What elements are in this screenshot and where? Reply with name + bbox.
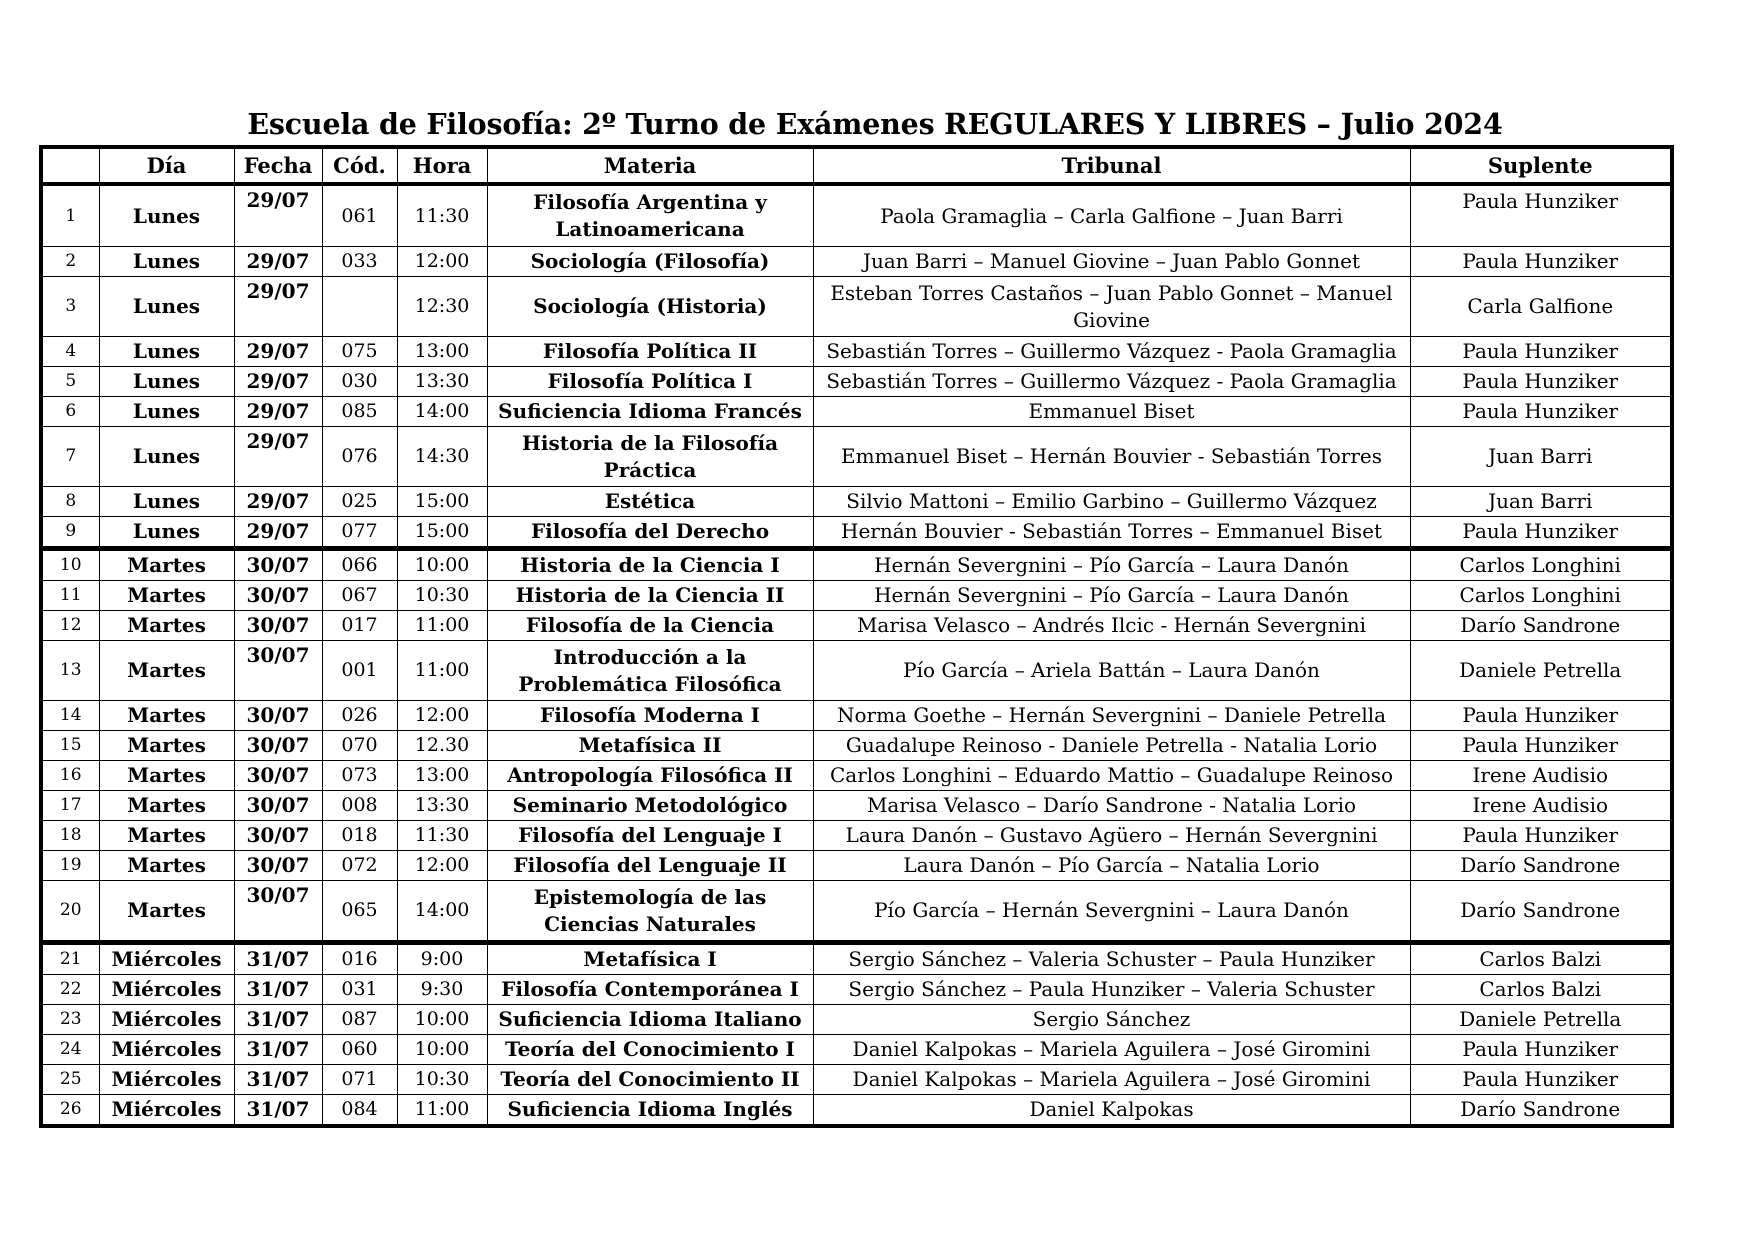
cell-tribunal: Sergio Sánchez	[813, 1005, 1410, 1035]
cell-suplente: Irene Audisio	[1410, 791, 1672, 821]
cell-cod: 016	[322, 943, 397, 975]
cell-fecha: 29/07	[234, 517, 322, 549]
cell-materia: Estética	[487, 487, 813, 517]
cell-dia: Miércoles	[99, 1095, 234, 1127]
table-row	[41, 277, 1672, 337]
cell-cod: 073	[322, 761, 397, 791]
cell-number: 1	[41, 184, 99, 247]
cell-hora: 10:30	[397, 581, 487, 611]
cell-dia: Martes	[99, 851, 234, 881]
cell-tribunal: Laura Danón – Gustavo Agüero – Hernán Severgnini	[813, 821, 1410, 851]
cell-tribunal: Emmanuel Biset	[813, 397, 1410, 427]
cell-dia: Martes	[99, 581, 234, 611]
cell-hora: 15:00	[397, 517, 487, 549]
cell-cod: 018	[322, 821, 397, 851]
cell-materia: Filosofía del Derecho	[487, 517, 813, 549]
cell-materia: Historia de la Filosofía Práctica	[487, 427, 813, 487]
cell-number: 6	[41, 397, 99, 427]
cell-number: 22	[41, 975, 99, 1005]
cell-number: 24	[41, 1035, 99, 1065]
cell-suplente: Darío Sandrone	[1410, 881, 1672, 943]
cell-tribunal: Daniel Kalpokas – Mariela Aguilera – José Giromini	[813, 1065, 1410, 1095]
cell-materia: Filosofía Contemporánea I	[487, 975, 813, 1005]
column-header-suplente: Suplente	[1410, 147, 1672, 184]
cell-suplente: Carlos Balzi	[1410, 975, 1672, 1005]
cell-number: 19	[41, 851, 99, 881]
cell-fecha: 29/07	[234, 367, 322, 397]
cell-fecha: 30/07	[234, 641, 322, 701]
cell-fecha: 31/07	[234, 1035, 322, 1065]
cell-number: 15	[41, 731, 99, 761]
cell-dia: Lunes	[99, 367, 234, 397]
cell-dia: Miércoles	[99, 1005, 234, 1035]
cell-number: 5	[41, 367, 99, 397]
cell-fecha: 29/07	[234, 277, 322, 337]
cell-tribunal: Hernán Bouvier - Sebastián Torres – Emmanuel Biset	[813, 517, 1410, 549]
cell-cod: 085	[322, 397, 397, 427]
cell-fecha: 29/07	[234, 397, 322, 427]
cell-suplente: Paula Hunziker	[1410, 184, 1672, 247]
table-row	[41, 549, 1672, 581]
cell-suplente: Paula Hunziker	[1410, 701, 1672, 731]
cell-hora: 12:00	[397, 851, 487, 881]
cell-fecha: 31/07	[234, 1095, 322, 1127]
cell-number: 13	[41, 641, 99, 701]
cell-cod: 087	[322, 1005, 397, 1035]
cell-number: 2	[41, 247, 99, 277]
cell-tribunal: Hernán Severgnini – Pío García – Laura Danón	[813, 549, 1410, 581]
cell-suplente: Darío Sandrone	[1410, 851, 1672, 881]
cell-number: 26	[41, 1095, 99, 1127]
cell-dia: Martes	[99, 611, 234, 641]
cell-tribunal: Sergio Sánchez – Paula Hunziker – Valeria Schuster	[813, 975, 1410, 1005]
cell-materia: Filosofía del Lenguaje II	[487, 851, 813, 881]
cell-dia: Martes	[99, 821, 234, 851]
cell-dia: Martes	[99, 641, 234, 701]
cell-dia: Martes	[99, 791, 234, 821]
cell-suplente: Darío Sandrone	[1410, 1095, 1672, 1127]
cell-tribunal: Daniel Kalpokas – Mariela Aguilera – José Giromini	[813, 1035, 1410, 1065]
cell-cod	[322, 277, 397, 337]
cell-hora: 10:00	[397, 549, 487, 581]
cell-dia: Lunes	[99, 397, 234, 427]
cell-hora: 12:00	[397, 701, 487, 731]
cell-tribunal: Pío García – Ariela Battán – Laura Danón	[813, 641, 1410, 701]
cell-cod: 031	[322, 975, 397, 1005]
cell-number: 14	[41, 701, 99, 731]
table-row	[41, 487, 1672, 517]
cell-materia: Teoría del Conocimiento I	[487, 1035, 813, 1065]
cell-cod: 072	[322, 851, 397, 881]
cell-suplente: Paula Hunziker	[1410, 731, 1672, 761]
cell-materia: Filosofía del Lenguaje I	[487, 821, 813, 851]
cell-cod: 071	[322, 1065, 397, 1095]
cell-dia: Lunes	[99, 487, 234, 517]
cell-tribunal: Laura Danón – Pío García – Natalia Lorio	[813, 851, 1410, 881]
cell-fecha: 31/07	[234, 975, 322, 1005]
cell-hora: 13:00	[397, 761, 487, 791]
cell-fecha: 30/07	[234, 701, 322, 731]
cell-suplente: Paula Hunziker	[1410, 821, 1672, 851]
table-row	[41, 731, 1672, 761]
cell-cod: 065	[322, 881, 397, 943]
cell-number: 17	[41, 791, 99, 821]
cell-fecha: 29/07	[234, 427, 322, 487]
table-row	[41, 337, 1672, 367]
cell-materia: Filosofía de la Ciencia	[487, 611, 813, 641]
table-row	[41, 427, 1672, 487]
cell-hora: 14:30	[397, 427, 487, 487]
cell-fecha: 29/07	[234, 487, 322, 517]
cell-suplente: Paula Hunziker	[1410, 1065, 1672, 1095]
cell-hora: 10:00	[397, 1005, 487, 1035]
cell-number: 3	[41, 277, 99, 337]
cell-fecha: 31/07	[234, 1065, 322, 1095]
cell-hora: 13:00	[397, 337, 487, 367]
cell-fecha: 29/07	[234, 247, 322, 277]
cell-dia: Lunes	[99, 184, 234, 247]
cell-tribunal: Sebastián Torres – Guillermo Vázquez - Paola Gramaglia	[813, 337, 1410, 367]
cell-cod: 066	[322, 549, 397, 581]
cell-dia: Miércoles	[99, 1065, 234, 1095]
cell-dia: Lunes	[99, 427, 234, 487]
cell-hora: 15:00	[397, 487, 487, 517]
cell-cod: 084	[322, 1095, 397, 1127]
cell-tribunal: Guadalupe Reinoso - Daniele Petrella - Natalia Lorio	[813, 731, 1410, 761]
cell-suplente: Paula Hunziker	[1410, 397, 1672, 427]
cell-materia: Introducción a la Problemática Filosófica	[487, 641, 813, 701]
cell-hora: 12.30	[397, 731, 487, 761]
cell-suplente: Carla Galfione	[1410, 277, 1672, 337]
cell-suplente: Daniele Petrella	[1410, 641, 1672, 701]
column-header-fecha: Fecha	[234, 147, 322, 184]
cell-number: 21	[41, 943, 99, 975]
table-row	[41, 761, 1672, 791]
cell-hora: 9:00	[397, 943, 487, 975]
cell-hora: 12:30	[397, 277, 487, 337]
column-header-dia: Día	[99, 147, 234, 184]
cell-suplente: Paula Hunziker	[1410, 247, 1672, 277]
cell-materia: Teoría del Conocimiento II	[487, 1065, 813, 1095]
cell-tribunal: Sergio Sánchez – Valeria Schuster – Paula Hunziker	[813, 943, 1410, 975]
cell-hora: 11:30	[397, 821, 487, 851]
cell-cod: 075	[322, 337, 397, 367]
cell-number: 9	[41, 517, 99, 549]
cell-hora: 13:30	[397, 367, 487, 397]
cell-dia: Martes	[99, 549, 234, 581]
cell-materia: Suficiencia Idioma Italiano	[487, 1005, 813, 1035]
cell-hora: 14:00	[397, 397, 487, 427]
cell-number: 18	[41, 821, 99, 851]
cell-fecha: 30/07	[234, 881, 322, 943]
cell-number: 4	[41, 337, 99, 367]
cell-number: 16	[41, 761, 99, 791]
cell-tribunal: Sebastián Torres – Guillermo Vázquez - Paola Gramaglia	[813, 367, 1410, 397]
cell-tribunal: Paola Gramaglia – Carla Galfione – Juan Barri	[813, 184, 1410, 247]
cell-suplente: Paula Hunziker	[1410, 1035, 1672, 1065]
table-row	[41, 1035, 1672, 1065]
table-row	[41, 247, 1672, 277]
cell-number: 23	[41, 1005, 99, 1035]
cell-hora: 14:00	[397, 881, 487, 943]
cell-fecha: 30/07	[234, 761, 322, 791]
cell-hora: 13:30	[397, 791, 487, 821]
cell-tribunal: Marisa Velasco – Andrés Ilcic - Hernán Severgnini	[813, 611, 1410, 641]
cell-materia: Epistemología de las Ciencias Naturales	[487, 881, 813, 943]
cell-materia: Metafísica II	[487, 731, 813, 761]
cell-dia: Lunes	[99, 517, 234, 549]
cell-dia: Miércoles	[99, 975, 234, 1005]
cell-fecha: 30/07	[234, 731, 322, 761]
cell-cod: 025	[322, 487, 397, 517]
table-row	[41, 581, 1672, 611]
column-header-tribunal: Tribunal	[813, 147, 1410, 184]
cell-fecha: 29/07	[234, 184, 322, 247]
cell-fecha: 29/07	[234, 337, 322, 367]
cell-materia: Sociología (Historia)	[487, 277, 813, 337]
table-row	[41, 821, 1672, 851]
cell-cod: 033	[322, 247, 397, 277]
cell-dia: Lunes	[99, 247, 234, 277]
cell-suplente: Paula Hunziker	[1410, 337, 1672, 367]
column-header-number	[41, 147, 99, 184]
table-row	[41, 1005, 1672, 1035]
cell-materia: Historia de la Ciencia I	[487, 549, 813, 581]
cell-cod: 008	[322, 791, 397, 821]
cell-materia: Filosofía Argentina y Latinoamericana	[487, 184, 813, 247]
cell-cod: 077	[322, 517, 397, 549]
cell-number: 11	[41, 581, 99, 611]
cell-fecha: 30/07	[234, 581, 322, 611]
cell-suplente: Carlos Longhini	[1410, 549, 1672, 581]
cell-dia: Lunes	[99, 337, 234, 367]
table-row	[41, 184, 1672, 247]
cell-tribunal: Hernán Severgnini – Pío García – Laura Danón	[813, 581, 1410, 611]
cell-hora: 11:00	[397, 611, 487, 641]
cell-suplente: Paula Hunziker	[1410, 517, 1672, 549]
cell-tribunal: Juan Barri – Manuel Giovine – Juan Pablo Gonnet	[813, 247, 1410, 277]
cell-suplente: Juan Barri	[1410, 487, 1672, 517]
cell-suplente: Carlos Balzi	[1410, 943, 1672, 975]
cell-cod: 030	[322, 367, 397, 397]
cell-fecha: 30/07	[234, 821, 322, 851]
cell-materia: Historia de la Ciencia II	[487, 581, 813, 611]
cell-materia: Filosofía Política II	[487, 337, 813, 367]
cell-materia: Antropología Filosófica II	[487, 761, 813, 791]
header-row	[41, 147, 1672, 184]
cell-hora: 11:00	[397, 641, 487, 701]
cell-hora: 11:00	[397, 1095, 487, 1127]
cell-materia: Seminario Metodológico	[487, 791, 813, 821]
cell-cod: 067	[322, 581, 397, 611]
cell-fecha: 30/07	[234, 611, 322, 641]
cell-materia: Filosofía Moderna I	[487, 701, 813, 731]
table-row	[41, 975, 1672, 1005]
cell-fecha: 30/07	[234, 851, 322, 881]
cell-materia: Filosofía Política I	[487, 367, 813, 397]
table-row	[41, 1065, 1672, 1095]
table-row	[41, 881, 1672, 943]
table-row	[41, 851, 1672, 881]
table-row	[41, 791, 1672, 821]
cell-tribunal: Pío García – Hernán Severgnini – Laura Danón	[813, 881, 1410, 943]
cell-fecha: 30/07	[234, 549, 322, 581]
cell-cod: 001	[322, 641, 397, 701]
cell-suplente: Darío Sandrone	[1410, 611, 1672, 641]
table-row	[41, 943, 1672, 975]
cell-materia: Suficiencia Idioma Francés	[487, 397, 813, 427]
table-row	[41, 517, 1672, 549]
cell-hora: 10:30	[397, 1065, 487, 1095]
cell-fecha: 31/07	[234, 1005, 322, 1035]
table-row	[41, 367, 1672, 397]
table-row	[41, 611, 1672, 641]
cell-fecha: 31/07	[234, 943, 322, 975]
cell-tribunal: Emmanuel Biset – Hernán Bouvier - Sebastián Torres	[813, 427, 1410, 487]
table-row	[41, 701, 1672, 731]
cell-suplente: Irene Audisio	[1410, 761, 1672, 791]
cell-suplente: Paula Hunziker	[1410, 367, 1672, 397]
cell-number: 10	[41, 549, 99, 581]
page-title: Escuela de Filosofía: 2º Turno de Exámenes REGULARES Y LIBRES – Julio 2024	[247, 107, 1503, 141]
cell-tribunal: Daniel Kalpokas	[813, 1095, 1410, 1127]
table-body	[41, 184, 1672, 1126]
table-row	[41, 1095, 1672, 1127]
cell-tribunal: Marisa Velasco – Darío Sandrone - Natalia Lorio	[813, 791, 1410, 821]
column-header-materia: Materia	[487, 147, 813, 184]
cell-number: 8	[41, 487, 99, 517]
cell-cod: 060	[322, 1035, 397, 1065]
cell-cod: 017	[322, 611, 397, 641]
cell-hora: 11:30	[397, 184, 487, 247]
cell-materia: Suficiencia Idioma Inglés	[487, 1095, 813, 1127]
cell-suplente: Daniele Petrella	[1410, 1005, 1672, 1035]
cell-dia: Lunes	[99, 277, 234, 337]
cell-dia: Martes	[99, 761, 234, 791]
cell-number: 25	[41, 1065, 99, 1095]
column-header-hora: Hora	[397, 147, 487, 184]
cell-fecha: 30/07	[234, 791, 322, 821]
cell-materia: Sociología (Filosofía)	[487, 247, 813, 277]
cell-cod: 076	[322, 427, 397, 487]
column-header-cod: Cód.	[322, 147, 397, 184]
cell-dia: Miércoles	[99, 1035, 234, 1065]
cell-tribunal: Silvio Mattoni – Emilio Garbino – Guillermo Vázquez	[813, 487, 1410, 517]
cell-suplente: Carlos Longhini	[1410, 581, 1672, 611]
cell-dia: Martes	[99, 701, 234, 731]
cell-tribunal: Norma Goethe – Hernán Severgnini – Daniele Petrella	[813, 701, 1410, 731]
table-row	[41, 641, 1672, 701]
cell-number: 7	[41, 427, 99, 487]
cell-hora: 12:00	[397, 247, 487, 277]
cell-materia: Metafísica I	[487, 943, 813, 975]
cell-number: 20	[41, 881, 99, 943]
cell-tribunal: Carlos Longhini – Eduardo Mattio – Guadalupe Reinoso	[813, 761, 1410, 791]
cell-hora: 10:00	[397, 1035, 487, 1065]
exam-schedule-table	[39, 145, 1674, 1128]
cell-dia: Martes	[99, 731, 234, 761]
cell-dia: Martes	[99, 881, 234, 943]
cell-cod: 061	[322, 184, 397, 247]
cell-number: 12	[41, 611, 99, 641]
cell-tribunal: Esteban Torres Castaños – Juan Pablo Gonnet – Manuel Giovine	[813, 277, 1410, 337]
cell-cod: 070	[322, 731, 397, 761]
cell-suplente: Juan Barri	[1410, 427, 1672, 487]
cell-cod: 026	[322, 701, 397, 731]
table-row	[41, 397, 1672, 427]
cell-dia: Miércoles	[99, 943, 234, 975]
cell-hora: 9:30	[397, 975, 487, 1005]
